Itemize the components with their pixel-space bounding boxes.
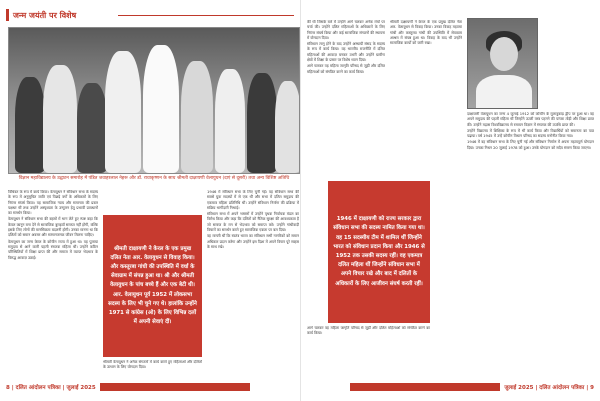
header-rule (118, 15, 294, 16)
column-6 (467, 112, 594, 378)
pull-quote-right: 1946 में दाक्षायणी को राज्य सरकार द्वारा संविधान सभा की सदस्य नामित किया गया था। वह 15 सदस्यीय टीम में शामिल थीं जिन्होंने भारत को संविधान प्रदान किया और 1946 से 1952 तक उसकी सदस्य रहीं। वह एकमात्र दलित महिला थीं जिन्होंने संविधान सभा में अपने विचार रखे और बाद में दलितों के अधिकारों के लिए आजीवन संघर्ष करती रहीं। (328, 181, 430, 323)
group-photo (8, 27, 300, 174)
paragraph: श्रीमती वेलायुधन ने अनेक संगठनों में कार्य करते हुए महिलाओं और दलितों के उत्थान के लिए योगदान दिया। (103, 360, 202, 370)
paragraph: आगे चलकर वह महिला जागृति परिषद से जुड़ीं और दलित महिलाओं को संगठित करने का कार्य किया। (307, 64, 385, 74)
paragraph: दाक्षायणी वेलायुधन का जन्म 4 जुलाई 1912 को कोचीन के मुलावुकाड़ द्वीप पर हुआ था। वह अपने समुदाय की पहली महिला थीं जिन्होंने ऊपरी वस्त्र पहनने की परंपरा तोड़ी और शिक्षा प्राप्त की। उन्होंने मद्रास विश्वविद्यालय से रसायन विज्ञान में स्नातक की उपाधि प्राप्त की। (467, 112, 594, 127)
paragraph: संविधान सभा में अपने भाषणों में उन्होंने पृथक निर्वाचक मंडल का विरोध किया और कहा कि दलितों को नैतिक सुरक्षा की आवश्यकता है जो समाज के मन से भेदभाव को समाप्त करे। उन्होंने गांधीवादी विचारों का समर्थन करते हुए सामाजिक एकता पर बल दिया। (207, 212, 299, 233)
paragraph: वेलायुधन ने संविधान सभा की बहसों में भाग लेते हुए स्पष्ट कहा कि केवल कानून बना देने से सामाजिक बुराइयाँ समाप्त नहीं होंगी, बल्कि इसके लिए लोगों की मानसिकता बदलनी होगी। उनका मानना था कि दलितों को समान अवसर और सम्मानजनक जीवन मिलना चाहिए। (8, 217, 98, 238)
paragraph: विधिवत के रूप में कार्य किया। वेलायुधन ने संविधान सभा के सदस्य के रूप में अनुसूचित जाति एवं पिछड़े वर्गों के अधिकारों के लिए निरंतर संघर्ष किया। वह सामाजिक न्याय और समानता की प्रबल पक्षधर थीं तथा उन्होंने अस्पृश्यता के उन्मूलन हेतु प्रभावी प्रावधानों का समर्थन किया। (8, 190, 98, 216)
paragraph: 1946 में संविधान सभा के लिए चुनी गईं। वह संविधान सभा की सबसे युवा सदस्यों में से एक थीं और सभा में दलित समुदाय की एकमात्र महिला प्रतिनिधि थीं। उन्होंने संविधान निर्माण की प्रक्रिया में सक्रिय भागीदारी निभाई। (207, 190, 299, 210)
footer-rule-right (350, 383, 500, 391)
paragraph: संविधान लागू होने के बाद उन्होंने अस्थायी संसद के सदस्य के रूप में कार्य किया। वह भारतीय राजनीति में दलित महिलाओं की आवाज़ बनकर उभरीं और उन्होंने ग्रामीण क्षेत्रों में शिक्षा के प्रसार पर विशेष ध्यान दिया। (307, 42, 385, 63)
paragraph: श्रीमती दाक्षायणी ने केरल के एक प्रमुख दलित नेता आर. वेलायुधन से विवाह किया। उनका विवाह महात्मा गांधी और कस्तूरबा गांधी की उपस्थिति में सेवाग्राम आश्रम में संपन्न हुआ था। विवाह के बाद भी उन्होंने सामाजिक कार्यों को जारी रखा। (390, 20, 462, 46)
pull-quote-left: श्रीमती दाक्षायणी ने केरल के एक प्रमुख दलित नेता आर. वेलायुधन से विवाह किया। और कस्तूरबा गांधी की उपस्थिति में वर्धा के सेवाग्राम में संपन्न हुआ था। श्री और श्रीमती वेलायुधन के पांच बच्चे हैं और एक बेटी थी। आर. वेलायुधन पूर्व 1952 में लोकसभा सदस्य के लिए भी चुने गए थे। हालांकि उन्होंने 1971 से कांग्रेस (ओ) के लिए विभिन्न दलों में अपनी सेवाएं दीं। (103, 215, 202, 357)
portrait-photo (467, 18, 538, 109)
section-header (6, 8, 76, 22)
column-2-tail (103, 360, 202, 378)
footer-left (6, 381, 250, 393)
paragraph: की थी जिसके बारे में उन्होंने आगे चलकर अनेक मंचों पर चर्चा की। उन्होंने दलित महिलाओं के अधिकारों के लिए निरंतर संघर्ष किया और कई सामाजिक संगठनों की स्थापना में योगदान दिया। (307, 20, 385, 40)
footer-rule-left (100, 383, 250, 391)
paragraph: वेलायुधन का जन्म केरल के कोचीन राज्य में हुआ था। वह पुलाया समुदाय से आने वाली पहली स्नातक महिला थीं। उन्होंने कठिन परिस्थितियों में शिक्षा प्राप्त की और समाज में व्याप्त भेदभाव के विरुद्ध आवाज़ उठाई। (8, 239, 98, 260)
photo-caption: विज्ञान महाविद्यालय के उद्घाटन समारोह में पंडित जवाहरलाल नेहरू और डॉ. राधाकृष्णन के साथ श्रीमती दाक्षायणी वेलायुधन (दाएं से दूसरी) तथा अन्य विशिष्ट अतिथि (18, 176, 290, 181)
footer-left-text: 8 | दलित आंदोलन पत्रिका | जुलाई 2025 (6, 385, 96, 391)
column-1 (8, 190, 98, 378)
paragraph: उन्होंने विद्यालय में शिक्षिका के रूप में भी कार्य किया और विद्यार्थियों को समानता का पाठ पढ़ाया। वर्ष 1945 में उन्हें कोचीन विधान परिषद का सदस्य मनोनीत किया गया। (467, 128, 594, 139)
page-gutter (300, 0, 301, 401)
column-4-tail (307, 326, 430, 378)
header-accent-bar (6, 9, 9, 21)
footer-right (350, 381, 594, 393)
section-title: जन्म जयंती पर विशेष (13, 10, 77, 20)
footer-right-text: जुलाई 2025 | दलित आंदोलन पत्रिका | 9 (504, 385, 594, 391)
paragraph: 1946 में वह संविधान सभा के लिए चुनी गईं और संविधान निर्माण में अपना महत्वपूर्ण योगदान दिया। उनका निधन 20 जुलाई 1978 को हुआ। उनके योगदान को सदैव स्मरण किया जाएगा। (467, 140, 594, 150)
paragraph: वह मानती थीं कि स्वतंत्र भारत का संविधान सभी नागरिकों को समान अधिकार प्रदान करेगा और उन्होंने इस दिशा में अपने विचार पूरे साहस के साथ रखे। (207, 234, 299, 249)
paragraph: आगे चलकर वह महिला जागृति परिषद से जुड़ीं और दलित महिलाओं को संगठित करने का कार्य किया। (307, 326, 430, 336)
column-4 (307, 20, 385, 178)
column-3 (207, 190, 299, 378)
